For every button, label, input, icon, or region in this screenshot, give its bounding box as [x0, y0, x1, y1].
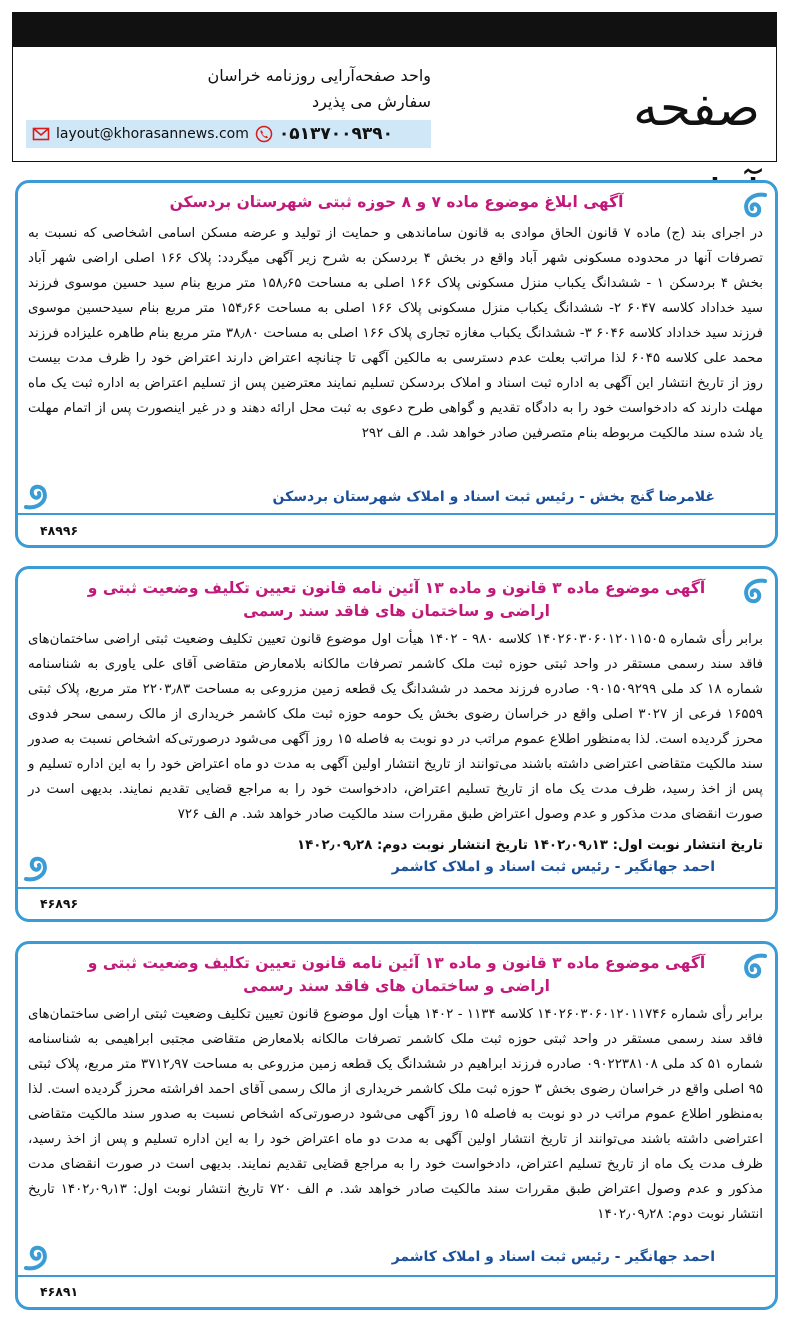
notice-code: ۴۸۹۹۶ [40, 523, 79, 538]
swirl-ornament-icon [22, 1240, 56, 1274]
banner-line-1: واحد صفحه‌آرایی روزنامه خراسان [207, 66, 431, 85]
banner-line-2: سفارش می پذیرد [312, 92, 431, 111]
mail-icon [32, 125, 50, 143]
notice-signature: احمد جهانگیر - رئیس ثبت اسناد و املاک کاشمر [391, 1249, 715, 1265]
notice-title: آگهی موضوع ماده ۳ قانون و ماده ۱۳ آئین نامه قانون تعیین تکلیف وضعیت ثبتی و اراضی و ساختمان های فاقد سند رسمی [87, 954, 706, 995]
banner-black-bar [13, 13, 776, 47]
swirl-ornament-icon [735, 189, 769, 223]
swirl-ornament-icon [22, 479, 56, 513]
notice-body: برابر رأی شماره ۱۴۰۲۶۰۳۰۶۰۱۲۰۱۱۷۴۶ کلاسه ۱۱۳۴ - ۱۴۰۲ هیأت اول موضوع قانون تعیین تکلیف وضعیت ثبتی اراضی ساختمان‌های فاقد سند رسمی مستقر در واحد ثبتی حوزه ثبت ملک کاشمر تصرفات مالکانه بلامعارض متقاضی مجتبی ابراهیمی به شناسنامه شماره ۵۱ کد ملی ۰۹۰۲۲۳۸۱۰۸ صادره فرزند ابراهیم در ششدانگ یک قطعه زمین مزروعی به مساحت ۳۷۱۲٫۹۷ متر مربع، پلاک ثبتی ۹۵ اصلی واقع در خراسان رضوی بخش ۳ حوزه ثبت ملک کاشمر خریداری از مالک رسمی آقای احمد افراشته محرز گردیده است. لذا به‌منظور اطلاع عموم مراتب در دو نوبت به فاصله ۱۵ روز آگهی می‌شود درصورتی‌که اشخاص نسبت به صدور سند مالکیت متقاضی اعتراضی داشته باشند می‌توانند از تاریخ انتشار اولین آگهی به مدت دو ماه اعتراض خود را به این اداره تسلیم و پس از اخذ رسید، ظرف مدت یک ماه از تاریخ تسلیم اعتراض، دادخواست خود را به مراجع قضایی تقدیم نمایند. بدیهی است در صورت انقضای مدت مذکور و عدم وصول اعتراض طبق مقررات سند مالکیت صادر خواهد شد. م الف ۷۲۰ تاریخ انتشار نوبت اول: ۱۴۰۲٫۰۹٫۱۳ تاریخ انتشار نوبت دوم: ۱۴۰۲٫۰۹٫۲۸ [28, 1007, 764, 1222]
notice-code: ۴۶۸۹۶ [40, 896, 79, 911]
notice-signature: احمد جهانگیر - رئیس ثبت اسناد و املاک کاشمر [391, 859, 715, 875]
phone-icon [255, 125, 273, 143]
notice-title: آگهی موضوع ماده ۳ قانون و ماده ۱۳ آئین نامه قانون تعیین تکلیف وضعیت ثبتی و اراضی و ساختمان های فاقد سند رسمی [87, 579, 706, 620]
notice-divider [18, 1275, 775, 1277]
notice-kashmar-2 [15, 941, 778, 1310]
contact-email[interactable]: layout@khorasannews.com [56, 126, 249, 142]
swirl-ornament-icon [22, 851, 56, 885]
notice-title: آگهی ابلاغ موضوع ماده ۷ و ۸ حوزه ثبتی شهرستان بردسکن [169, 193, 624, 211]
notice-divider [18, 513, 775, 515]
contact-strip [26, 120, 431, 148]
notice-bardaskan [15, 180, 778, 548]
notice-body: در اجرای بند (ج) ماده ۷ قانون الحاق موادی به قانون ساماندهی و حمایت از تولید و عرضه مسکن اسامی اشخاصی که نسبت به تصرفات آنها در محدوده مسکونی شهر آباد واقع در بخش ۴ بردسکن به شرح زیر آگهی میگردد: پلاک ۱۶۶ اصلی اراضی شهر آباد بخش ۴ بردسکن ۱ - ششدانگ یکباب منزل مسکونی پلاک ۱۶۶ اصلی به مساحت ۱۵۸٫۶۵ متر مربع بنام سید حسین موسوی فرزند سید خداداد کلاسه ۶۰۴۷ ۲- ششدانگ یکباب منزل مسکونی پلاک ۱۶۶ اصلی به مساحت ۱۵۴٫۶۶ متر مربع بنام سیدحسین موسوی فرزند سید خداداد کلاسه ۶۰۴۶ ۳- ششدانگ یکباب مغازه تجاری پلاک ۱۶۶ اصلی به مساحت ۳۸٫۸۰ متر مربع بنام طاهره علیزاده فرزند محمد علی کلاسه ۶۰۴۵ لذا مراتب بعلت عدم دسترسی به مالکین آگهی تا چنانچه اعتراض دارند اعتراض خود را ظرف مدت بیست روز از تاریخ انتشار این آگهی به اداره ثبت اسناد و املاک بردسکن تسلیم نمایند معترضین پس از تسلیم اعتراض به اداره ثبت یک ماه مهلت دارند که دادخواست خود را به دادگاه تقدیم و گواهی طرح دعوی به ثبت محل ارائه دهند و در غیر اینصورت پس از اتمام مهلت یاد شده سند مالکیت مربوطه بنام متصرفین صادر خواهد شد. م الف ۲۹۲ [28, 226, 763, 441]
notice-divider [18, 887, 775, 889]
notice-dates: تاریخ انتشار نوبت اول: ۱۴۰۲٫۰۹٫۱۳ تاریخ انتشار نوبت دوم: ۱۴۰۲٫۰۹٫۲۸ [296, 838, 763, 853]
layout-service-banner [12, 12, 777, 162]
notice-signature: غلامرضا گنج بخش - رئیس ثبت اسناد و املاک شهرستان بردسکن [272, 489, 715, 505]
notice-body: برابر رأی شماره ۱۴۰۲۶۰۳۰۶۰۱۲۰۱۱۵۰۵ کلاسه ۹۸۰ - ۱۴۰۲ هیأت اول موضوع قانون تعیین تکلیف وضعیت ثبتی اراضی ساختمان‌های فاقد سند رسمی مستقر در واحد ثبتی حوزه ثبت ملک کاشمر تصرفات مالکانه بلامعارض متقاضی آقای علی یاوری به شناسنامه شماره ۱۸ کد ملی ۰۹۰۱۵۰۹۲۹۹ صادره فرزند محمد در ششدانگ یک قطعه زمین مزروعی به مساحت ۲۲۰۳٫۸۳ متر مربع، پلاک ثبتی ۱۶۵۵۹ فرعی از ۳۰۲۷ اصلی واقع در خراسان رضوی بخش یک حومه حوزه ثبت ملک کاشمر خریداری از مالک رسمی سحر فدوی محرز گردیده است. لذا به‌منظور اطلاع عموم مراتب در دو نوبت به فاصله ۱۵ روز آگهی می‌شود درصورتی‌که اشخاص نسبت به صدور سند مالکیت متقاضی اعتراضی داشته باشند می‌توانند از تاریخ انتشار اولین آگهی به مدت دو ماه اعتراض خود را به این اداره تسلیم و پس از اخذ رسید، ظرف مدت یک ماه از تاریخ تسلیم اعتراض، دادخواست خود را به مراجع قضایی تقدیم نمایند. بدیهی است در صورت انقضای مدت مذکور و عدم وصول اعتراض طبق مقررات سند مالکیت صادر خواهد شد. م الف ۷۲۶ [28, 632, 763, 822]
banner-title: صفحه [633, 79, 760, 137]
swirl-ornament-icon [735, 575, 769, 609]
notice-code: ۴۶۸۹۱ [40, 1284, 79, 1299]
swirl-ornament-icon [735, 950, 769, 984]
banner-text [111, 63, 431, 115]
contact-phone[interactable]: ۰۵۱۳۷۰۰۹۳۹۰ [278, 124, 394, 144]
notice-kashmar-1 [15, 566, 778, 922]
